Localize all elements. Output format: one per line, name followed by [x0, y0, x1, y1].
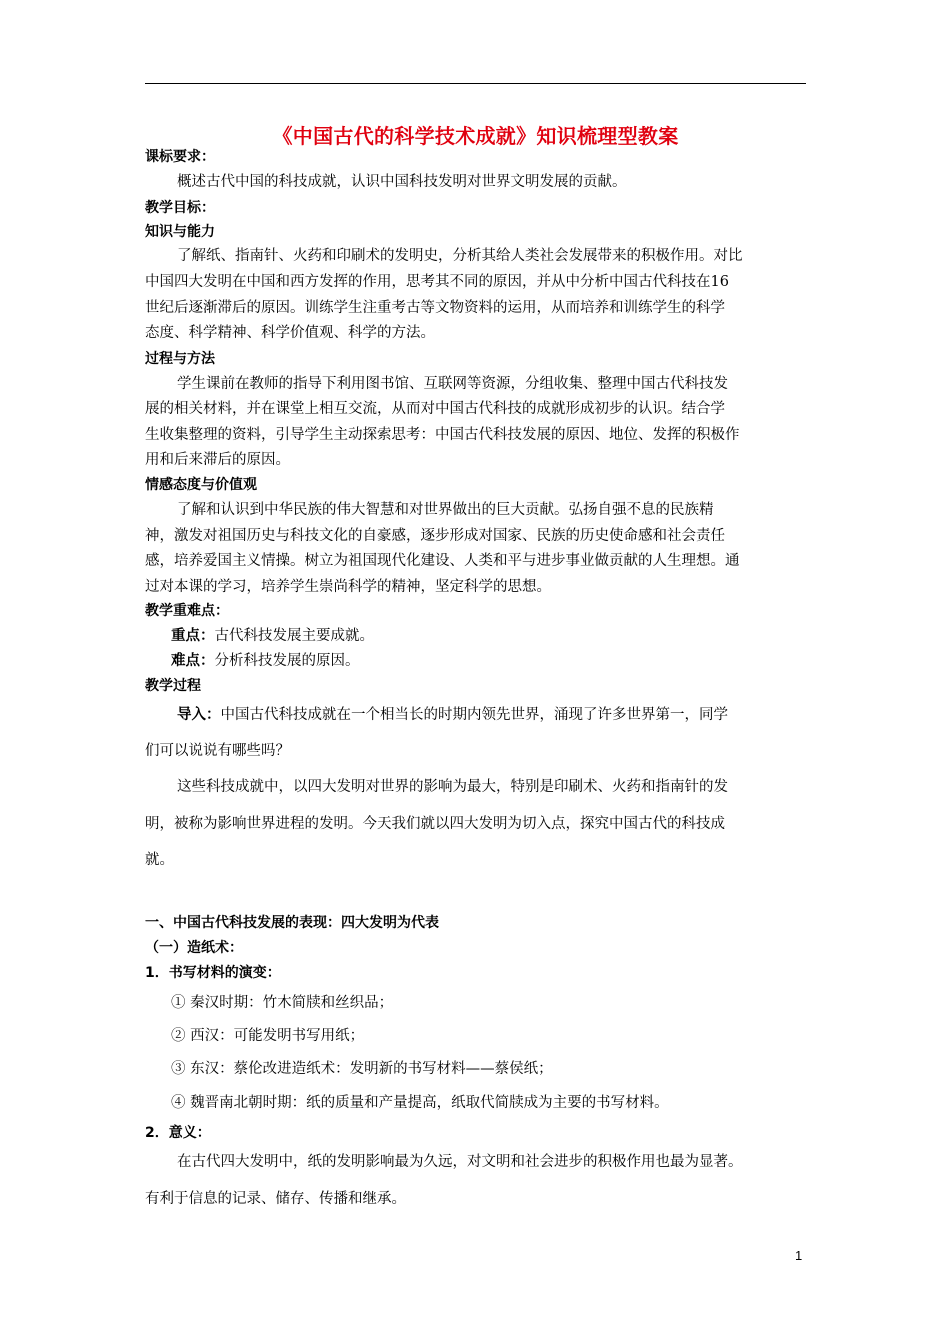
intro-line: 们可以说说有哪些吗？ [145, 743, 290, 759]
knowledge-line: 中国四大发明在中国和西方发挥的作用，思考其不同的原因，并从中分析中国古代科技在16 [145, 274, 729, 290]
key-point [171, 625, 832, 647]
intro-text: 中国古代科技成就在一个相当长的时期内领先世界，涌现了许多世界第一，同学 [220, 707, 728, 723]
item-heading: 2．意义： [145, 1125, 211, 1141]
procedure-para-line: 就。 [145, 852, 174, 868]
list-item: ③ 东汉：蔡伦改进造纸术：发明新的书写材料——蔡侯纸； [171, 1061, 553, 1077]
emotion-line: 了解和认识到中华民族的伟大智慧和对世界做出的巨大贡献。弘扬自强不息的民族精 [177, 502, 714, 518]
emotion-line: 感，培养爱国主义情操。树立为祖国现代化建设、人类和平与进步事业做贡献的人生理想。通 [145, 553, 740, 569]
knowledge-line: 世纪后逐渐滞后的原因。训练学生注重考古等文物资料的运用，从而培养和训练学生的科学 [145, 300, 725, 316]
meaning-line: 在古代四大发明中，纸的发明影响最为久远，对文明和社会进步的积极作用也最为显著。 [177, 1154, 743, 1170]
keypoints-heading: 教学重难点： [145, 603, 229, 619]
emotion-line: 过对本课的学习，培养学生崇尚科学的精神，坚定科学的思想。 [145, 579, 551, 595]
document-title: 《中国古代的科学技术成就》知识梳理型教案 [272, 124, 679, 148]
process-line: 用和后来滞后的原因。 [145, 452, 290, 468]
knowledge-line: 态度、科学精神、科学价值观、科学的方法。 [145, 325, 435, 341]
knowledge-line: 了解纸、指南针、火药和印刷术的发明史，分析其给人类社会发展带来的积极作用。对比 [177, 248, 743, 264]
header-rule [145, 83, 806, 84]
intro-line [177, 704, 838, 726]
procedure-heading: 教学过程 [145, 678, 201, 694]
difficult-label: 难点： [171, 653, 215, 669]
procedure-para-line: 这些科技成就中，以四大发明对世界的影响为最大，特别是印刷术、火药和指南针的发 [177, 779, 728, 795]
standard-heading: 课标要求： [145, 149, 215, 165]
list-item: ② 西汉：可能发明书写用纸； [171, 1028, 365, 1044]
emotion-heading: 情感态度与价值观 [145, 477, 257, 493]
key-label: 重点： [171, 628, 215, 644]
difficult-text: 分析科技发展的原因。 [214, 653, 360, 669]
emotion-line: 神，激发对祖国历史与科技文化的自豪感，逐步形成对国家、民族的历史使命感和社会责任 [145, 528, 725, 544]
page-number: 1 [795, 1248, 803, 1263]
item-heading: 1．书写材料的演变： [145, 965, 281, 981]
process-heading: 过程与方法 [145, 351, 215, 367]
procedure-para-line: 明，被称为影响世界进程的发明。今天我们就以四大发明为切入点，探究中国古代的科技成 [145, 816, 725, 832]
standard-text: 概述古代中国的科技成就，认识中国科技发明对世界文明发展的贡献。 [177, 174, 627, 190]
goals-heading: 教学目标： [145, 200, 215, 216]
subsection-heading: （一）造纸术： [145, 940, 243, 956]
section-heading: 一、中国古代科技发展的表现：四大发明为代表 [145, 915, 439, 931]
process-line: 生收集整理的资料，引导学生主动探索思考：中国古代科技发展的原因、地位、发挥的积极作 [145, 427, 740, 443]
meaning-line: 有利于信息的记录、储存、传播和继承。 [145, 1191, 406, 1207]
list-item: ④ 魏晋南北朝时期：纸的质量和产量提高，纸取代简牍成为主要的书写材料。 [171, 1095, 669, 1111]
process-line: 学生课前在教师的指导下利用图书馆、互联网等资源，分组收集、整理中国古代科技发 [177, 376, 728, 392]
list-item: ① 秦汉时期：竹木简牍和丝织品； [171, 995, 394, 1011]
process-line: 展的相关材料，并在课堂上相互交流，从而对中国古代科技的成就形成初步的认识。结合学 [145, 401, 725, 417]
intro-label: 导入： [177, 707, 221, 723]
knowledge-heading: 知识与能力 [145, 224, 215, 240]
difficult-point [171, 650, 832, 672]
key-text: 古代科技发展主要成就。 [214, 628, 374, 644]
